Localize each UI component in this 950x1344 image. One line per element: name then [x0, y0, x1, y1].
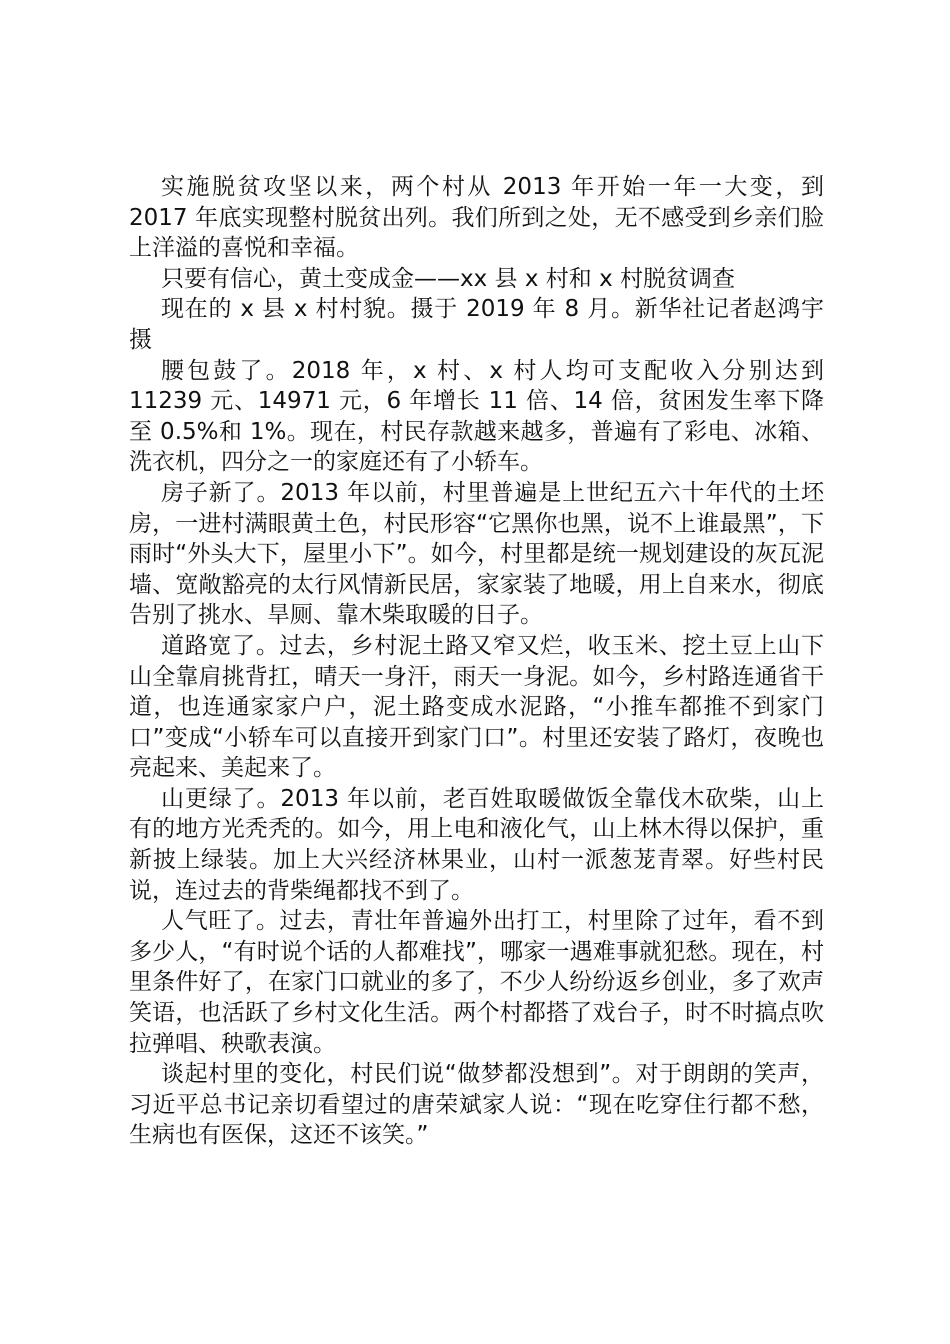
paragraph-income: 腰包鼓了。2018 年，x 村、x 村人均可支配收入分别达到 11239 元、14971 元，6 年增长 11 倍、14 倍，贫困发生率下降至 0.5%和 1%。现在，村民存款越来越多，普遍有了彩电、冰箱、洗衣机，四分之一的家庭还有了小轿车。: [129, 357, 824, 476]
paragraph-popularity: 人气旺了。过去，青壮年普遍外出打工，村里除了过年，看不到多少人，“有时说个话的人都难找”，哪家一遇难事就犯愁。现在，村里条件好了，在家门口就业的多了，不少人纷纷返乡创业，多了欢声笑语，也活跃了乡村文化生活。两个村都搭了戏台子，时不时搞点吹拉弹唱、秧歌表演。: [129, 908, 824, 1057]
paragraph-intro: 实施脱贫攻坚以来，两个村从 2013 年开始一年一大变，到 2017 年底实现整村脱贫出列。我们所到之处，无不感受到乡亲们脸上洋溢的喜悦和幸福。: [129, 174, 824, 262]
article-body: [129, 172, 824, 1151]
paragraph-villagers-quote: 谈起村里的变化，村民们说“做梦都没想到”。对于朗朗的笑声，习近平总书记亲切看望过的唐荣斌家人说：“现在吃穿住行都不愁，生病也有医保，这还不该笑。”: [129, 1061, 824, 1149]
paragraph-headline: 只要有信心，黄土变成金——xx 县 x 村和 x 村脱贫调查: [161, 265, 736, 292]
paragraph-photo-caption: 现在的 x 县 x 村村貌。摄于 2019 年 8 月。新华社记者赵鸿宇摄: [129, 296, 824, 353]
paragraph-greenery: 山更绿了。2013 年以前，老百姓取暖做饭全靠伐木砍柴，山上有的地方光秃秃的。如今，用上电和液化气，山上林木得以保护，重新披上绿装。加上大兴经济林果业，山村一派葱茏青翠。好些村民说，连过去的背柴绳都找不到了。: [129, 785, 824, 904]
paragraph-housing: 房子新了。2013 年以前，村里普遍是上世纪五六十年代的土坯房，一进村满眼黄土色，村民形容“它黑你也黑，说不上谁最黑”，下雨时“外头大下，屋里小下”。如今，村里都是统一规划建设的灰瓦泥墙、宽敞豁亮的太行风情新民居，家家装了地暖，用上自来水，彻底告别了挑水、旱厕、靠木柴取暖的日子。: [129, 479, 824, 629]
paragraph-roads: 道路宽了。过去，乡村泥土路又窄又烂，收玉米、挖土豆上山下山全靠肩挑背扛，晴天一身汗，雨天一身泥。如今，乡村路连通省干道，也连通家家户户，泥土路变成水泥路，“小推车都推不到家门口”变成“小轿车可以直接开到家门口”。村里还安装了路灯，夜晚也亮起来、美起来了。: [129, 632, 824, 782]
